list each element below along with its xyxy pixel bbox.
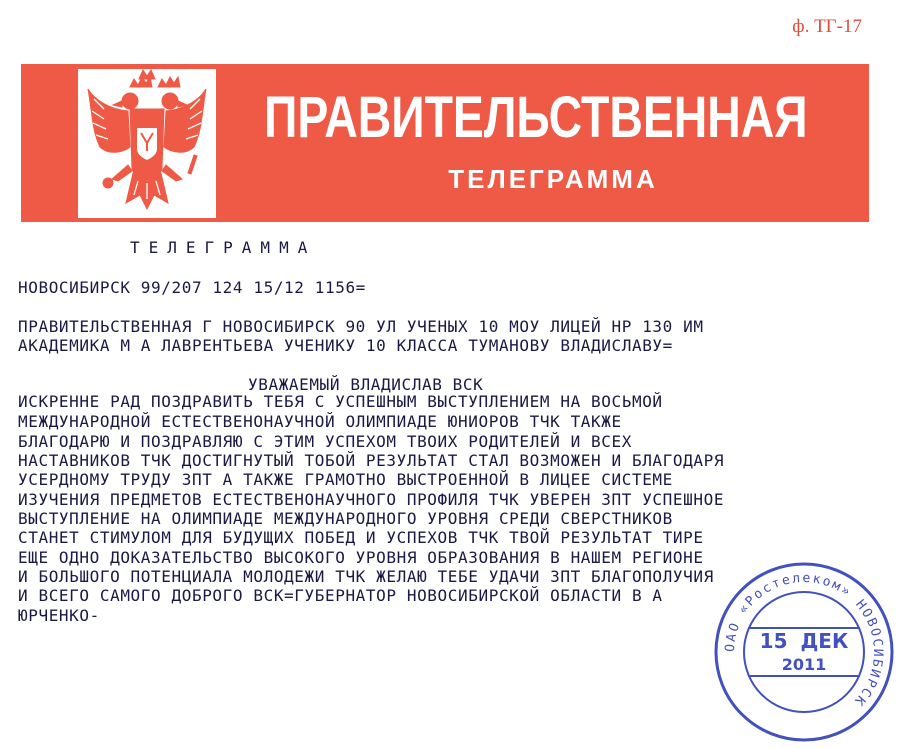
- header-banner: [21, 64, 869, 222]
- svg-text:15 ДЕК: [760, 629, 849, 653]
- body-line: ЮРЧЕНКО-: [18, 606, 100, 625]
- coat-of-arms-emblem: [78, 69, 216, 218]
- body-line: НАСТАВНИКОВ ТЧК ДОСТИГНУТЫЙ ТОБОЙ РЕЗУЛЬТАТ СТАЛ ВОЗМОЖЕН И БЛАГОДАРЯ: [18, 451, 725, 470]
- body-line: ИСКРЕННЕ РАД ПОЗДРАВИТЬ ТЕБЯ С УСПЕШНЫМ ВЫСТУПЛЕНИЕМ НА ВОСЬМОЙ: [18, 392, 663, 411]
- body-line: МЕЖДУНАРОДНОЙ ЕСТЕСТВЕНОНАУЧНОЙ ОЛИМПИАДЕ ЮНИОРОВ ТЧК ТАКЖЕ: [18, 412, 622, 431]
- address-line: АКАДЕМИКА М А ЛАВРЕНТЬЕВА УЧЕНИКУ 10 КЛАССА ТУМАНОВУ ВЛАДИСЛАВУ=: [18, 336, 673, 355]
- body-line: ЕЩЕ ОДНО ДОКАЗАТЕЛЬСТВО ВЫСОКОГО УРОВНЯ ОБРАЗОВАНИЯ В НАШЕМ РЕГИОНЕ: [18, 548, 704, 567]
- address-line: ПРАВИТЕЛЬСТВЕННАЯ Г НОВОСИБИРСК 90 УЛ УЧЕНЫХ 10 МОУ ЛИЦЕЙ НР 130 ИМ: [18, 317, 704, 336]
- body-line: ВЫСТУПЛЕНИЕ НА ОЛИМПИАДЕ МЕЖДУНАРОДНОГО УРОВНЯ СРЕДИ СВЕРСТНИКОВ: [18, 509, 673, 528]
- telegram-heading: ТЕЛЕГРАММА: [130, 238, 317, 257]
- stamp-month: ДЕК: [800, 629, 849, 653]
- banner-subtitle: ТЕЛЕГРАММА: [448, 164, 658, 194]
- body-line: ИЗУЧЕНИЯ ПРЕДМЕТОВ ЕСТЕСТВЕНОНАУЧНОГО ПРОФИЛЯ ТЧК УВЕРЕН ЗПТ УСПЕШНОЕ: [18, 490, 725, 509]
- body-line: БЛАГОДАРЮ И ПОЗДРАВЛЯЮ С ЭТИМ УСПЕХОМ ТВОИХ РОДИТЕЛЕЙ И ВСЕХ: [18, 432, 632, 451]
- body-line: СТАНЕТ СТИМУЛОМ ДЛЯ БУДУЩИХ ПОБЕД И УСПЕХОВ ТЧК ТВОЙ РЕЗУЛЬТАТ ТИРЕ: [18, 528, 704, 547]
- form-code: ф. ТГ-17: [792, 16, 862, 37]
- stamp-year: 2011: [781, 655, 827, 674]
- stamp-day: 15: [759, 629, 788, 653]
- postal-date-stamp: [712, 560, 896, 748]
- greeting-line: УВАЖАЕМЫЙ ВЛАДИСЛАВ ВСК: [248, 375, 484, 394]
- body-line: УСЕРДНОМУ ТРУДУ ЗПТ А ТАКЖЕ ГРАМОТНО ВЫСТРОЕННОЙ В ЛИЦЕЕ СИСТЕМЕ: [18, 470, 673, 489]
- banner-title: ПРАВИТЕЛЬСТВЕННАЯ: [264, 85, 808, 150]
- body-line: И БОЛЬШОГО ПОТЕНЦИАЛА МОЛОДЕЖИ ТЧК ЖЕЛАЮ ТЕБЕ УДАЧИ ЗПТ БЛАГОПОЛУЧИЯ: [18, 567, 714, 586]
- body-line: И ВСЕГО САМОГО ДОБРОГО ВСК=ГУБЕРНАТОР НОВОСИБИРСКОЙ ОБЛАСТИ В А: [18, 586, 663, 605]
- routing-line: НОВОСИБИРСК 99/207 124 15/12 1156=: [18, 278, 366, 297]
- stamp-ring-text: ОАО «Ростелеком» НОВОСИБИРСК: [722, 570, 886, 710]
